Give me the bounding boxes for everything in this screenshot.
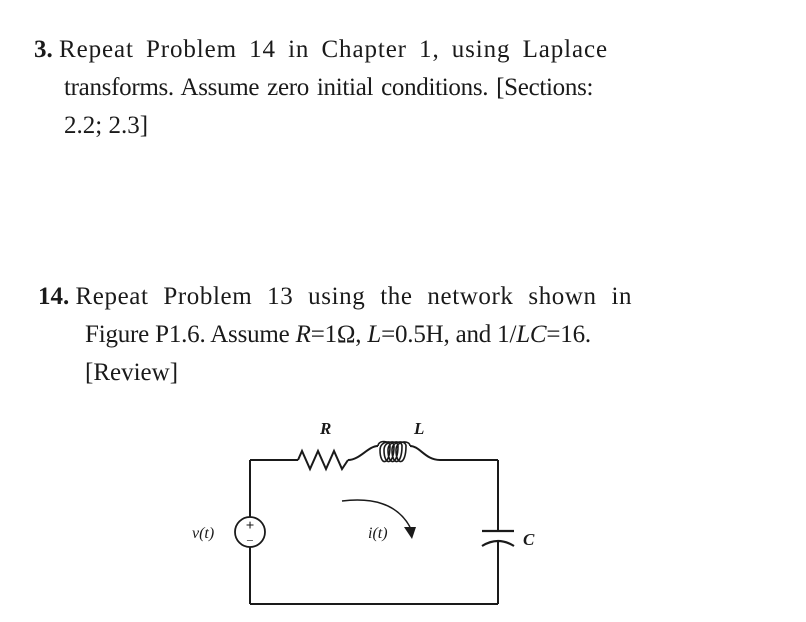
problem-14-number: 14.	[38, 283, 70, 310]
source-plus-sign: +	[245, 518, 255, 534]
resistor-symbol	[298, 451, 348, 469]
current-arrow-curve	[342, 500, 410, 527]
capacitor-label: C	[523, 530, 535, 549]
problem-14-var-lc: LC	[516, 321, 547, 348]
current-arrow-head	[404, 527, 416, 539]
wire-r-to-l	[348, 446, 378, 460]
problem-3-text-3: 2.2; 2.3]	[64, 112, 149, 139]
inductor-symbol	[378, 442, 410, 462]
problem-14-var-l: L	[367, 321, 382, 348]
problem-3-text-1: Repeat Problem 14 in Chapter 1, using Laplace	[59, 36, 608, 63]
source-label: v(t)	[192, 525, 215, 542]
problem-14-text-1: Repeat Problem 13 using the network shown in	[75, 283, 633, 310]
inductor-label: L	[414, 419, 425, 438]
wire-top-right	[410, 446, 498, 460]
problem-14-text-2g: =16.	[546, 321, 591, 348]
problem-14-var-r: R	[295, 321, 311, 348]
problem-14-text-2e: =0.5H, and 1/	[381, 321, 517, 348]
problem-14-text-2a: Figure P1.6. Assume	[85, 321, 296, 348]
problem-14-text-3: [Review]	[85, 359, 179, 386]
problem-3-text-2: transforms. Assume zero initial conditions. [Sections:	[64, 74, 594, 101]
resistor-label: R	[320, 419, 332, 438]
source-minus-sign: −	[246, 533, 254, 548]
problem-14-text-2c: =1Ω,	[310, 321, 362, 348]
current-label: i(t)	[368, 525, 388, 542]
problem-3-number: 3.	[34, 36, 53, 63]
